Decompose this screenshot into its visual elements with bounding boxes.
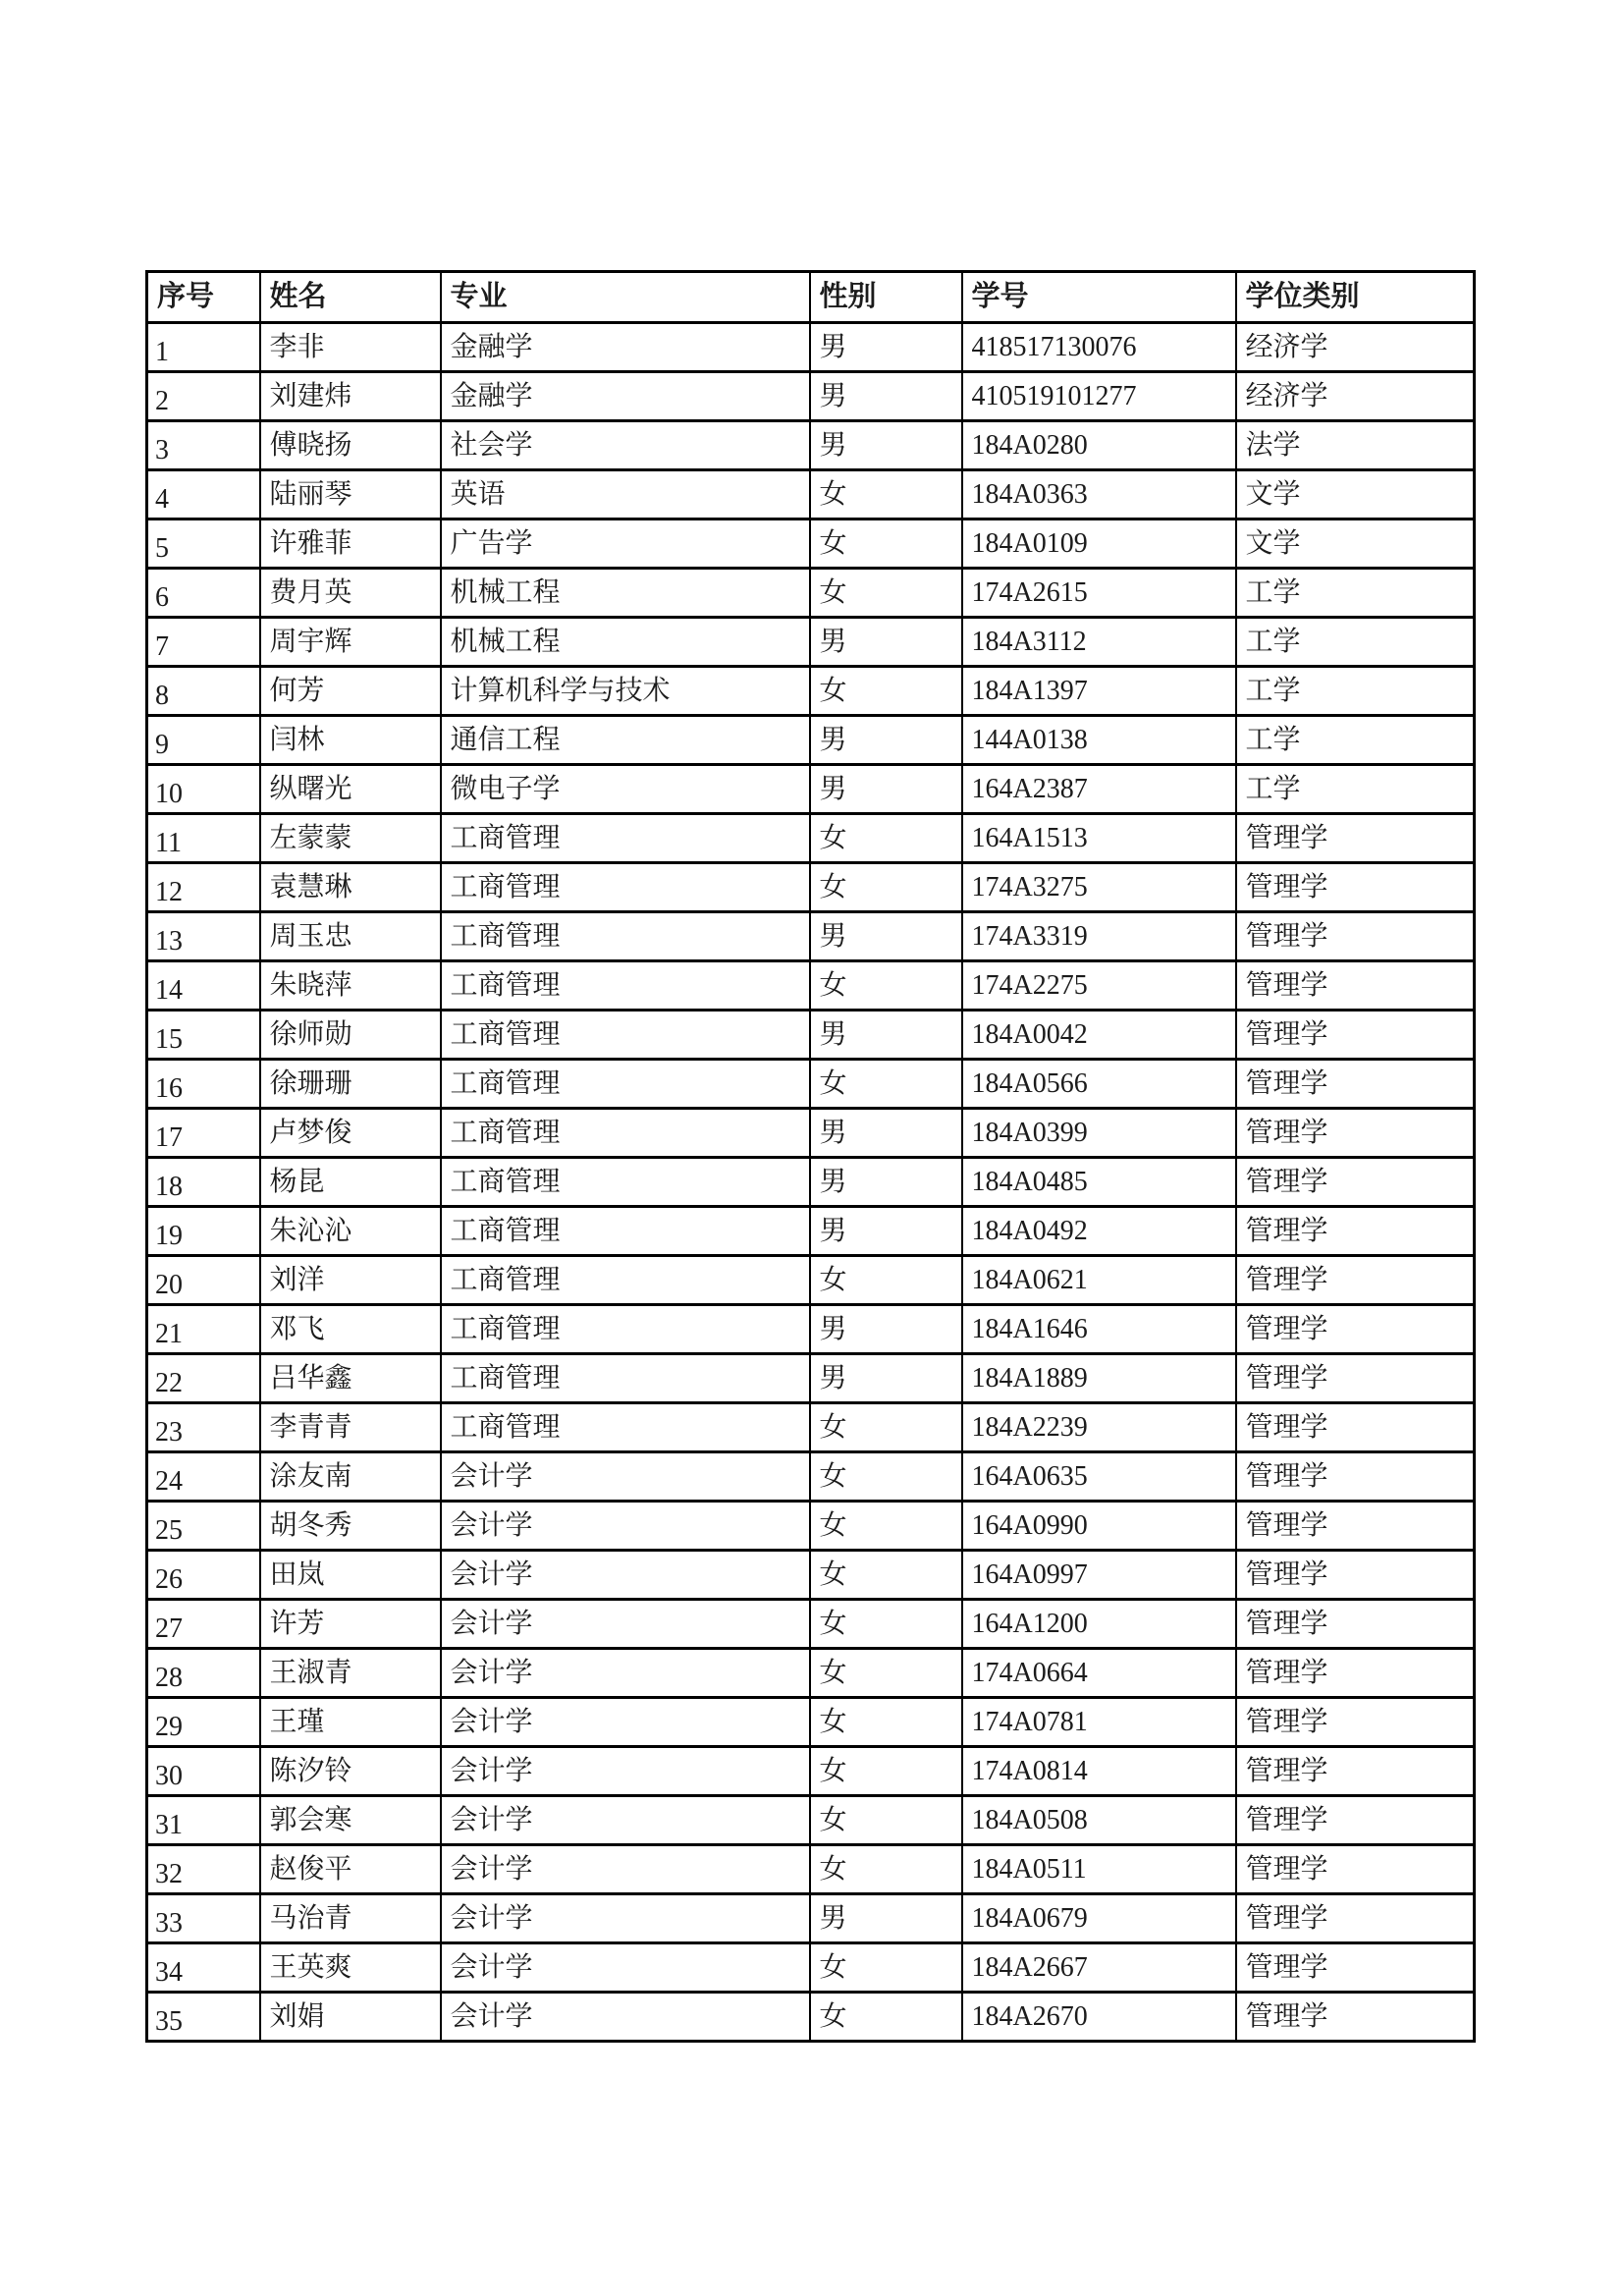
cell-major: 会计学: [441, 1943, 810, 1993]
cell-gender: 男: [810, 1894, 962, 1943]
cell-name: 王淑青: [260, 1649, 441, 1698]
cell-major: 会计学: [441, 1698, 810, 1747]
cell-name: 朱晓萍: [260, 961, 441, 1011]
cell-gender: 女: [810, 1502, 962, 1551]
cell-gender: 女: [810, 1551, 962, 1600]
table-row: [147, 372, 1475, 421]
table-row: [147, 1845, 1475, 1894]
cell-student-id: 174A2275: [962, 961, 1236, 1011]
cell-name: 刘娟: [260, 1993, 441, 2042]
cell-major: 广告学: [441, 519, 810, 569]
cell-degree-category: 管理学: [1236, 1600, 1475, 1649]
cell-student-id: 184A3112: [962, 618, 1236, 667]
cell-index: 15: [147, 1011, 260, 1060]
cell-name: 何芳: [260, 667, 441, 716]
cell-gender: 男: [810, 372, 962, 421]
cell-gender: 男: [810, 765, 962, 814]
header-major: 专业: [441, 272, 810, 323]
cell-index: 26: [147, 1551, 260, 1600]
cell-student-id: 174A3319: [962, 912, 1236, 961]
cell-major: 会计学: [441, 1649, 810, 1698]
table-row: [147, 1403, 1475, 1452]
cell-index: 31: [147, 1796, 260, 1845]
table-row: [147, 1551, 1475, 1600]
cell-index: 10: [147, 765, 260, 814]
cell-index: 32: [147, 1845, 260, 1894]
cell-student-id: 184A0280: [962, 421, 1236, 470]
cell-name: 周玉忠: [260, 912, 441, 961]
cell-degree-category: 工学: [1236, 618, 1475, 667]
cell-name: 袁慧琳: [260, 863, 441, 912]
cell-major: 通信工程: [441, 716, 810, 765]
table-row: [147, 519, 1475, 569]
header-name: 姓名: [260, 272, 441, 323]
cell-major: 工商管理: [441, 1011, 810, 1060]
cell-student-id: 174A0664: [962, 1649, 1236, 1698]
cell-gender: 女: [810, 1600, 962, 1649]
table-row: [147, 1993, 1475, 2042]
cell-name: 刘洋: [260, 1256, 441, 1305]
cell-student-id: 164A0990: [962, 1502, 1236, 1551]
table-row: [147, 912, 1475, 961]
cell-degree-category: 工学: [1236, 569, 1475, 618]
cell-index: 20: [147, 1256, 260, 1305]
table-row: [147, 1796, 1475, 1845]
cell-degree-category: 管理学: [1236, 1207, 1475, 1256]
cell-index: 18: [147, 1158, 260, 1207]
header-row: [147, 272, 1475, 323]
cell-degree-category: 管理学: [1236, 1452, 1475, 1502]
cell-index: 30: [147, 1747, 260, 1796]
cell-student-id: 184A0492: [962, 1207, 1236, 1256]
cell-index: 35: [147, 1993, 260, 2042]
cell-student-id: 184A0511: [962, 1845, 1236, 1894]
cell-gender: 男: [810, 1305, 962, 1354]
cell-student-id: 410519101277: [962, 372, 1236, 421]
cell-gender: 男: [810, 1354, 962, 1403]
cell-student-id: 184A0042: [962, 1011, 1236, 1060]
cell-name: 王瑾: [260, 1698, 441, 1747]
cell-gender: 女: [810, 1796, 962, 1845]
cell-degree-category: 管理学: [1236, 1403, 1475, 1452]
cell-index: 19: [147, 1207, 260, 1256]
cell-index: 6: [147, 569, 260, 618]
cell-student-id: 164A0635: [962, 1452, 1236, 1502]
cell-degree-category: 管理学: [1236, 1796, 1475, 1845]
table-row: [147, 1011, 1475, 1060]
cell-student-id: 174A0814: [962, 1747, 1236, 1796]
header-gender: 性别: [810, 272, 962, 323]
cell-major: 会计学: [441, 1452, 810, 1502]
cell-name: 许芳: [260, 1600, 441, 1649]
cell-student-id: 184A0508: [962, 1796, 1236, 1845]
cell-index: 4: [147, 470, 260, 519]
cell-index: 8: [147, 667, 260, 716]
cell-gender: 男: [810, 1109, 962, 1158]
cell-degree-category: 管理学: [1236, 863, 1475, 912]
table-row: [147, 667, 1475, 716]
cell-gender: 女: [810, 1845, 962, 1894]
cell-gender: 女: [810, 519, 962, 569]
cell-student-id: 184A2670: [962, 1993, 1236, 2042]
table-row: [147, 1600, 1475, 1649]
table-row: [147, 1894, 1475, 1943]
cell-name: 许雅菲: [260, 519, 441, 569]
cell-gender: 男: [810, 1207, 962, 1256]
cell-student-id: 184A2239: [962, 1403, 1236, 1452]
cell-gender: 男: [810, 716, 962, 765]
cell-major: 工商管理: [441, 1403, 810, 1452]
cell-name: 卢梦俊: [260, 1109, 441, 1158]
cell-index: 34: [147, 1943, 260, 1993]
cell-major: 机械工程: [441, 569, 810, 618]
cell-index: 21: [147, 1305, 260, 1354]
cell-degree-category: 管理学: [1236, 814, 1475, 863]
cell-student-id: 164A1200: [962, 1600, 1236, 1649]
cell-index: 12: [147, 863, 260, 912]
cell-name: 邓飞: [260, 1305, 441, 1354]
cell-name: 陆丽琴: [260, 470, 441, 519]
table-row: [147, 1305, 1475, 1354]
cell-gender: 女: [810, 470, 962, 519]
cell-major: 工商管理: [441, 1060, 810, 1109]
cell-name: 闫林: [260, 716, 441, 765]
cell-student-id: 184A0621: [962, 1256, 1236, 1305]
table-row: [147, 1256, 1475, 1305]
cell-gender: 女: [810, 1698, 962, 1747]
cell-degree-category: 管理学: [1236, 1649, 1475, 1698]
cell-student-id: 184A1646: [962, 1305, 1236, 1354]
header-degree-category: 学位类别: [1236, 272, 1475, 323]
cell-student-id: 164A2387: [962, 765, 1236, 814]
cell-major: 金融学: [441, 372, 810, 421]
cell-degree-category: 工学: [1236, 716, 1475, 765]
cell-index: 25: [147, 1502, 260, 1551]
cell-major: 工商管理: [441, 1305, 810, 1354]
cell-gender: 男: [810, 323, 962, 372]
cell-student-id: 174A2615: [962, 569, 1236, 618]
cell-major: 工商管理: [441, 1256, 810, 1305]
cell-gender: 女: [810, 1943, 962, 1993]
cell-degree-category: 管理学: [1236, 1256, 1475, 1305]
cell-student-id: 184A0109: [962, 519, 1236, 569]
cell-student-id: 164A1513: [962, 814, 1236, 863]
cell-major: 工商管理: [441, 1109, 810, 1158]
cell-student-id: 184A0485: [962, 1158, 1236, 1207]
cell-degree-category: 管理学: [1236, 1158, 1475, 1207]
cell-degree-category: 法学: [1236, 421, 1475, 470]
cell-index: 14: [147, 961, 260, 1011]
cell-index: 24: [147, 1452, 260, 1502]
cell-name: 涂友南: [260, 1452, 441, 1502]
table-row: [147, 1502, 1475, 1551]
cell-major: 微电子学: [441, 765, 810, 814]
cell-name: 左蒙蒙: [260, 814, 441, 863]
cell-major: 工商管理: [441, 1354, 810, 1403]
table-row: [147, 1698, 1475, 1747]
cell-major: 会计学: [441, 1551, 810, 1600]
cell-student-id: 174A3275: [962, 863, 1236, 912]
cell-major: 会计学: [441, 1993, 810, 2042]
cell-name: 周宇辉: [260, 618, 441, 667]
cell-major: 工商管理: [441, 912, 810, 961]
table-row: [147, 421, 1475, 470]
table-row: [147, 569, 1475, 618]
cell-name: 吕华鑫: [260, 1354, 441, 1403]
cell-gender: 男: [810, 421, 962, 470]
cell-name: 李青青: [260, 1403, 441, 1452]
cell-degree-category: 管理学: [1236, 1109, 1475, 1158]
cell-degree-category: 管理学: [1236, 1502, 1475, 1551]
cell-gender: 男: [810, 1158, 962, 1207]
cell-name: 傅晓扬: [260, 421, 441, 470]
cell-student-id: 418517130076: [962, 323, 1236, 372]
header-student-id: 学号: [962, 272, 1236, 323]
cell-degree-category: 管理学: [1236, 1354, 1475, 1403]
table-row: [147, 470, 1475, 519]
cell-name: 徐珊珊: [260, 1060, 441, 1109]
cell-name: 胡冬秀: [260, 1502, 441, 1551]
cell-student-id: 184A1397: [962, 667, 1236, 716]
cell-gender: 女: [810, 1403, 962, 1452]
cell-name: 田岚: [260, 1551, 441, 1600]
table-row: [147, 1649, 1475, 1698]
cell-gender: 女: [810, 1747, 962, 1796]
cell-degree-category: 经济学: [1236, 372, 1475, 421]
cell-gender: 男: [810, 912, 962, 961]
cell-degree-category: 管理学: [1236, 1060, 1475, 1109]
cell-major: 机械工程: [441, 618, 810, 667]
cell-index: 13: [147, 912, 260, 961]
student-roster-table: [145, 270, 1476, 2043]
cell-degree-category: 管理学: [1236, 1943, 1475, 1993]
cell-index: 5: [147, 519, 260, 569]
cell-student-id: 184A1889: [962, 1354, 1236, 1403]
cell-index: 23: [147, 1403, 260, 1452]
cell-gender: 女: [810, 1993, 962, 2042]
table-body: [147, 323, 1475, 2042]
cell-gender: 男: [810, 1011, 962, 1060]
table-row: [147, 1109, 1475, 1158]
cell-gender: 女: [810, 1649, 962, 1698]
header-index: 序号: [147, 272, 260, 323]
cell-major: 会计学: [441, 1894, 810, 1943]
cell-name: 李非: [260, 323, 441, 372]
cell-name: 陈汐铃: [260, 1747, 441, 1796]
cell-degree-category: 管理学: [1236, 1551, 1475, 1600]
cell-major: 工商管理: [441, 814, 810, 863]
cell-degree-category: 工学: [1236, 765, 1475, 814]
cell-gender: 男: [810, 618, 962, 667]
cell-name: 赵俊平: [260, 1845, 441, 1894]
cell-index: 22: [147, 1354, 260, 1403]
table-row: [147, 961, 1475, 1011]
cell-degree-category: 管理学: [1236, 1305, 1475, 1354]
cell-gender: 女: [810, 814, 962, 863]
cell-major: 工商管理: [441, 1158, 810, 1207]
cell-student-id: 184A0679: [962, 1894, 1236, 1943]
table-row: [147, 765, 1475, 814]
cell-index: 9: [147, 716, 260, 765]
table-row: [147, 1452, 1475, 1502]
cell-index: 28: [147, 1649, 260, 1698]
cell-degree-category: 管理学: [1236, 961, 1475, 1011]
cell-major: 会计学: [441, 1747, 810, 1796]
cell-name: 刘建炜: [260, 372, 441, 421]
cell-degree-category: 文学: [1236, 470, 1475, 519]
cell-name: 朱沁沁: [260, 1207, 441, 1256]
cell-index: 27: [147, 1600, 260, 1649]
cell-degree-category: 管理学: [1236, 1894, 1475, 1943]
cell-degree-category: 管理学: [1236, 1747, 1475, 1796]
cell-student-id: 184A0566: [962, 1060, 1236, 1109]
cell-major: 工商管理: [441, 863, 810, 912]
cell-major: 会计学: [441, 1845, 810, 1894]
cell-index: 1: [147, 323, 260, 372]
table-row: [147, 1207, 1475, 1256]
cell-gender: 女: [810, 863, 962, 912]
cell-name: 马治青: [260, 1894, 441, 1943]
cell-index: 11: [147, 814, 260, 863]
cell-student-id: 184A0399: [962, 1109, 1236, 1158]
table-row: [147, 814, 1475, 863]
table-row: [147, 1060, 1475, 1109]
cell-degree-category: 文学: [1236, 519, 1475, 569]
cell-name: 郭会寒: [260, 1796, 441, 1845]
cell-index: 2: [147, 372, 260, 421]
cell-major: 金融学: [441, 323, 810, 372]
cell-student-id: 144A0138: [962, 716, 1236, 765]
cell-major: 英语: [441, 470, 810, 519]
cell-gender: 女: [810, 1256, 962, 1305]
table-row: [147, 1354, 1475, 1403]
table-row: [147, 323, 1475, 372]
cell-major: 会计学: [441, 1600, 810, 1649]
cell-degree-category: 管理学: [1236, 1993, 1475, 2042]
cell-student-id: 174A0781: [962, 1698, 1236, 1747]
cell-gender: 女: [810, 1060, 962, 1109]
cell-major: 计算机科学与技术: [441, 667, 810, 716]
cell-index: 33: [147, 1894, 260, 1943]
table-row: [147, 1943, 1475, 1993]
cell-name: 杨昆: [260, 1158, 441, 1207]
cell-degree-category: 管理学: [1236, 1011, 1475, 1060]
table-row: [147, 863, 1475, 912]
cell-gender: 女: [810, 569, 962, 618]
cell-index: 17: [147, 1109, 260, 1158]
cell-index: 7: [147, 618, 260, 667]
table-row: [147, 716, 1475, 765]
cell-index: 16: [147, 1060, 260, 1109]
cell-name: 徐师勋: [260, 1011, 441, 1060]
cell-degree-category: 工学: [1236, 667, 1475, 716]
table-row: [147, 1747, 1475, 1796]
cell-index: 29: [147, 1698, 260, 1747]
cell-name: 纵曙光: [260, 765, 441, 814]
cell-major: 工商管理: [441, 961, 810, 1011]
cell-degree-category: 管理学: [1236, 912, 1475, 961]
cell-student-id: 184A2667: [962, 1943, 1236, 1993]
cell-degree-category: 管理学: [1236, 1845, 1475, 1894]
table-row: [147, 1158, 1475, 1207]
cell-major: 会计学: [441, 1502, 810, 1551]
cell-degree-category: 经济学: [1236, 323, 1475, 372]
cell-student-id: 164A0997: [962, 1551, 1236, 1600]
cell-index: 3: [147, 421, 260, 470]
cell-major: 工商管理: [441, 1207, 810, 1256]
cell-gender: 女: [810, 1452, 962, 1502]
cell-major: 社会学: [441, 421, 810, 470]
cell-major: 会计学: [441, 1796, 810, 1845]
cell-name: 费月英: [260, 569, 441, 618]
table-row: [147, 618, 1475, 667]
cell-gender: 女: [810, 667, 962, 716]
cell-name: 王英爽: [260, 1943, 441, 1993]
cell-gender: 女: [810, 961, 962, 1011]
cell-student-id: 184A0363: [962, 470, 1236, 519]
cell-degree-category: 管理学: [1236, 1698, 1475, 1747]
